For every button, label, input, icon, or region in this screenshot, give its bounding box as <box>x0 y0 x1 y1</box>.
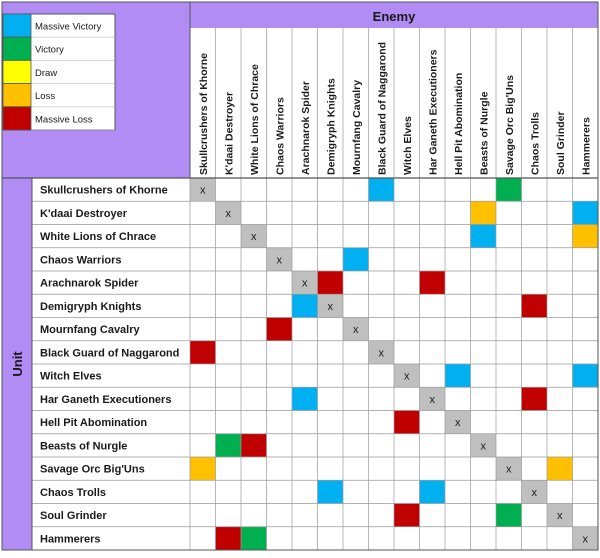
diagonal-mark: x <box>429 393 435 406</box>
col-label: K'daai Destroyer <box>223 91 236 175</box>
diagonal-mark: x <box>378 347 384 360</box>
col-label: Black Guard of Naggarond <box>376 41 389 175</box>
col-label: Arachnarok Spider <box>299 81 312 175</box>
diagonal-mark: x <box>480 440 486 453</box>
col-label: Hammerers <box>580 117 593 175</box>
result-cell <box>241 527 267 550</box>
col-label: Beasts of Nurgle <box>478 91 491 175</box>
col-label: Savage Orc Big'Uns <box>503 75 516 175</box>
result-cell <box>496 504 522 527</box>
diagonal-mark: x <box>327 300 333 313</box>
result-cell <box>292 387 318 410</box>
col-label: Skullcrushers of Khorne <box>197 53 210 175</box>
row-label: Witch Elves <box>40 370 102 383</box>
col-label: Chaos Warriors <box>274 97 287 175</box>
result-cell <box>573 201 599 224</box>
diagonal-mark: x <box>404 370 410 383</box>
row-label: Hell Pit Abomination <box>40 417 148 430</box>
row-label: White Lions of Chrace <box>40 231 157 244</box>
result-cell <box>496 178 522 201</box>
row-labels <box>40 185 179 546</box>
result-cell <box>190 457 216 480</box>
result-cell <box>573 364 599 387</box>
result-cell <box>471 201 497 224</box>
diagonal-mark: x <box>353 324 359 337</box>
result-cell <box>241 434 267 457</box>
diagonal-mark: x <box>302 277 308 290</box>
row-label: Beasts of Nurgle <box>40 440 128 453</box>
row-label: Savage Orc Big'Uns <box>40 463 145 476</box>
col-label: White Lions of Chrace <box>248 64 261 175</box>
row-label: Demigryph Knights <box>40 300 142 313</box>
diagonal-mark: x <box>557 510 563 523</box>
diagonal-mark: x <box>455 417 461 430</box>
diagonal-mark: x <box>225 207 231 220</box>
column-labels <box>198 42 593 175</box>
col-label: Chaos Trolls <box>529 111 542 175</box>
legend-swatch <box>3 14 31 37</box>
col-label: Witch Elves <box>401 116 414 175</box>
row-label: Mournfang Cavalry <box>40 324 140 337</box>
row-label: Black Guard of Naggarond <box>40 347 180 360</box>
diagonal-mark: x <box>276 254 282 267</box>
legend-swatch <box>3 60 31 83</box>
diagonal-mark: x <box>200 184 206 197</box>
result-cell <box>420 271 446 294</box>
legend-label: Loss <box>35 91 56 103</box>
row-title: Unit <box>10 351 25 377</box>
row-label: Hammerers <box>40 533 101 546</box>
row-label: Chaos Warriors <box>40 254 122 267</box>
result-cell <box>445 364 471 387</box>
row-label: K'daai Destroyer <box>40 207 127 220</box>
col-label: Mournfang Cavalry <box>350 79 363 175</box>
legend-label: Draw <box>35 67 58 79</box>
result-cell <box>267 318 293 341</box>
diagonal-mark: x <box>531 486 537 499</box>
col-title: Enemy <box>372 9 416 24</box>
row-label: Arachnarok Spider <box>40 277 139 290</box>
result-cell <box>522 387 548 410</box>
col-label: Soul Grinder <box>554 111 567 175</box>
row-label: Skullcrushers of Khorne <box>40 184 168 197</box>
result-cell <box>522 294 548 317</box>
result-cell <box>318 271 344 294</box>
result-cell <box>318 480 344 503</box>
result-cell <box>420 480 446 503</box>
col-label: Hell Pit Abomination <box>452 72 465 175</box>
legend-label: Massive Victory <box>35 21 102 33</box>
result-cell <box>216 434 242 457</box>
result-cell <box>573 225 599 248</box>
row-label: Chaos Trolls <box>40 486 107 499</box>
result-cell <box>471 225 497 248</box>
col-label: Demigryph Knights <box>325 78 338 175</box>
diagonal-mark: x <box>582 533 588 546</box>
legend <box>3 14 115 130</box>
legend-label: Massive Loss <box>35 114 93 126</box>
result-cell <box>343 248 369 271</box>
legend-swatch <box>3 84 31 107</box>
row-label: Har Ganeth Executioners <box>40 393 172 406</box>
row-label: Soul Grinder <box>40 510 107 523</box>
col-label: Har Ganeth Executioners <box>427 49 440 175</box>
result-cell <box>292 294 318 317</box>
result-cell <box>369 178 395 201</box>
result-cell <box>216 527 242 550</box>
result-cell <box>547 457 573 480</box>
result-cell <box>394 504 420 527</box>
legend-swatch <box>3 37 31 60</box>
result-cell <box>394 411 420 434</box>
diagonal-mark: x <box>251 231 257 244</box>
legend-swatch <box>3 107 31 130</box>
legend-label: Victory <box>35 44 64 56</box>
result-cell <box>190 341 216 364</box>
diagonal-mark: x <box>506 463 512 476</box>
